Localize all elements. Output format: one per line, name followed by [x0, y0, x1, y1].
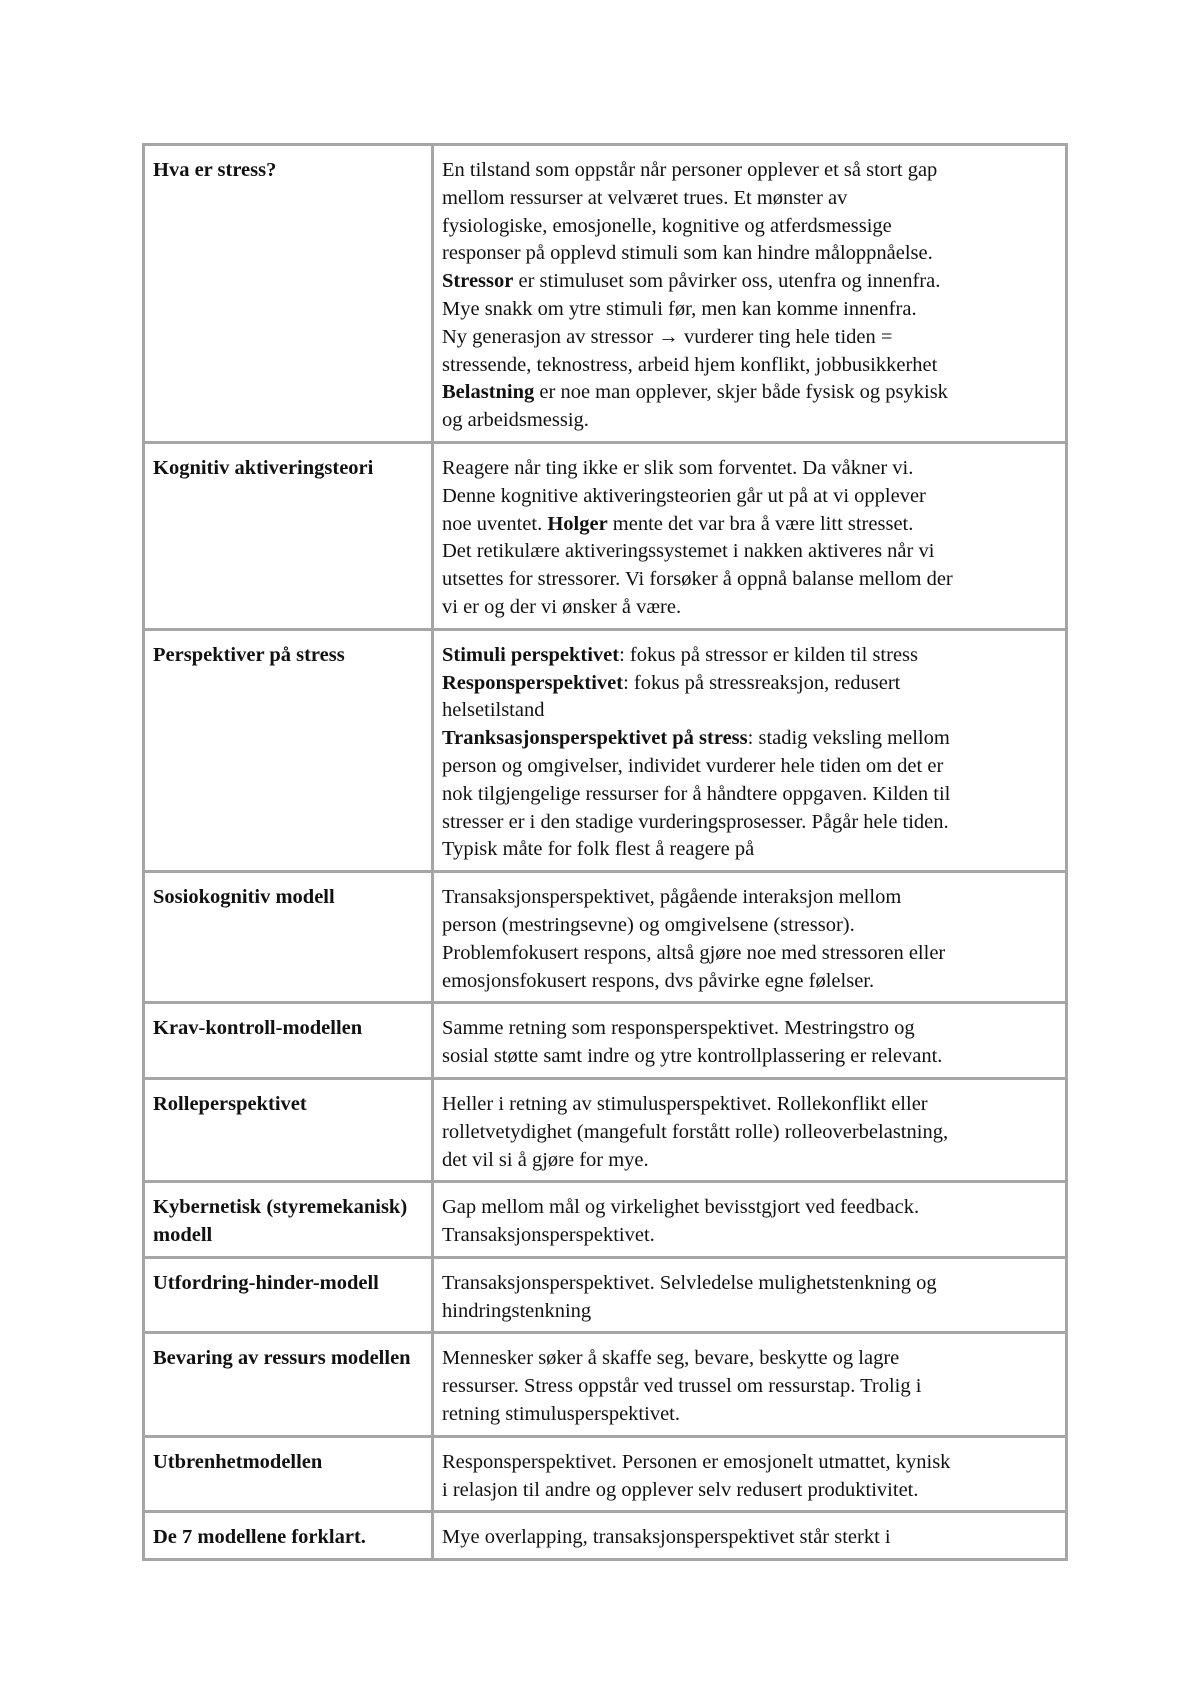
text-segment: sosial støtte samt indre og ytre kontrollplassering er relevant.: [442, 1045, 943, 1068]
definition-line: [442, 483, 1056, 511]
definition-line: [442, 1449, 1056, 1477]
text-segment: fysiologiske, emosjonelle, kognitive og atferdsmessige: [442, 214, 892, 237]
definition-line: [442, 240, 1056, 268]
definition-line: [442, 1222, 1056, 1250]
text-segment: : fokus på stressor er kilden til stress: [619, 643, 919, 666]
term-cell: Perspektiver på stress: [144, 629, 433, 871]
table-row: [144, 1078, 1067, 1181]
text-segment: nok tilgjengelige ressurser for å håndtere oppgaven. Kilden til: [442, 782, 951, 805]
bold-term: Holger: [547, 512, 608, 535]
table-row: [144, 442, 1067, 629]
definition-line: [442, 1043, 1056, 1071]
bold-term: Stressor: [442, 270, 514, 293]
definition-line: [442, 1373, 1056, 1401]
term-cell: Utbrenhetmodellen: [144, 1436, 433, 1512]
definition-line: [442, 1147, 1056, 1175]
definition-line: [442, 809, 1056, 837]
text-segment: mente det var bra å være litt stresset.: [607, 512, 914, 535]
term-cell: Hva er stress?: [144, 145, 433, 443]
definition-line: [442, 1091, 1056, 1119]
term-cell: Kognitiv aktiveringsteori: [144, 442, 433, 629]
definition-line: [442, 566, 1056, 594]
table-row: [144, 1512, 1067, 1560]
term-cell: Bevaring av ressurs modellen: [144, 1333, 433, 1436]
table-row: [144, 872, 1067, 1003]
text-segment: emosjonsfokusert respons, dvs påvirke egne følelser.: [442, 969, 875, 992]
term-cell: Sosiokognitiv modell: [144, 872, 433, 1003]
definition-line: [442, 836, 1056, 864]
text-segment: : fokus på stressreaksjon, redusert: [623, 671, 901, 694]
text-segment: det vil si å gjøre for mye.: [442, 1148, 649, 1171]
definition-line: [442, 407, 1056, 435]
definition-line: [442, 884, 1056, 912]
definition-cell: [433, 1512, 1067, 1560]
definition-line: [442, 968, 1056, 996]
bold-term: Responsperspektivet: [442, 671, 624, 694]
definition-line: [442, 1298, 1056, 1326]
definition-line: [442, 1270, 1056, 1298]
text-segment: noe uventet.: [442, 512, 548, 535]
definition-line: [442, 213, 1056, 241]
text-segment: En tilstand som oppstår når personer opplever et så stort gap: [442, 159, 938, 181]
text-segment: Responsperspektivet. Personen er emosjonelt utmattet, kynisk: [442, 1450, 951, 1473]
definition-line: [442, 1524, 1056, 1552]
table-row: [144, 1182, 1067, 1258]
definition-line: [442, 1015, 1056, 1043]
definition-line: [442, 1119, 1056, 1147]
text-segment: hindringstenkning: [442, 1299, 592, 1322]
table-row: [144, 1257, 1067, 1333]
text-segment: Ny generasjon av stressor → vurderer ting hele tiden =: [442, 325, 893, 348]
text-segment: Problemfokusert respons, altså gjøre noe med stressoren eller: [442, 941, 946, 964]
text-segment: ressurser. Stress oppstår ved trussel om ressurstap. Trolig i: [442, 1375, 922, 1398]
text-segment: person og omgivelser, individet vurderer hele tiden om det er: [442, 754, 944, 777]
definition-line: [442, 940, 1056, 968]
definition-line: [442, 324, 1056, 352]
definition-line: [442, 268, 1056, 296]
table-row: [144, 629, 1067, 871]
table-row: [144, 1333, 1067, 1436]
text-segment: rolletvetydighet (mangefult forstått rolle) rolleoverbelastning,: [442, 1120, 949, 1143]
definition-line: [442, 455, 1056, 483]
text-segment: Gap mellom mål og virkelighet bevisstgjort ved feedback.: [442, 1196, 920, 1219]
text-segment: Samme retning som responsperspektivet. Mestringstro og: [442, 1017, 915, 1040]
definition-line: [442, 670, 1056, 698]
text-segment: stressende, teknostress, arbeid hjem konflikt, jobbusikkerhet: [442, 353, 938, 376]
definition-line: [442, 1401, 1056, 1429]
table-body: [144, 145, 1067, 1560]
term-cell: Rolleperspektivet: [144, 1078, 433, 1181]
definition-line: [442, 912, 1056, 940]
term-cell: Krav-kontroll-modellen: [144, 1003, 433, 1079]
definition-line: [442, 642, 1056, 670]
definition-line: [442, 511, 1056, 539]
text-segment: vi er og der vi ønsker å være.: [442, 595, 682, 618]
text-segment: og arbeidsmessig.: [442, 409, 589, 432]
definition-cell: [433, 1182, 1067, 1258]
text-segment: Mennesker søker å skaffe seg, bevare, beskytte og lagre: [442, 1347, 900, 1370]
definition-line: [442, 157, 1056, 185]
term-cell: De 7 modellene forklart.: [144, 1512, 433, 1560]
term-cell: Utfordring-hinder-modell: [144, 1257, 433, 1333]
text-segment: mellom ressurser at velværet trues. Et mønster av: [442, 186, 848, 209]
definition-cell: [433, 1078, 1067, 1181]
term-cell: Kybernetisk (styremekanisk) modell: [144, 1182, 433, 1258]
definition-cell: [433, 145, 1067, 443]
definition-line: [442, 781, 1056, 809]
table-row: [144, 1003, 1067, 1079]
text-segment: stresser er i den stadige vurderingsprosesser. Pågår hele tiden.: [442, 810, 949, 833]
text-segment: Denne kognitive aktiveringsteorien går ut på at vi opplever: [442, 484, 926, 507]
definition-line: [442, 1345, 1056, 1373]
text-segment: Transaksjonsperspektivet.: [442, 1224, 655, 1247]
text-segment: Transaksjonsperspektivet, pågående interaksjon mellom: [442, 886, 902, 909]
text-segment: Reagere når ting ikke er slik som forventet. Da våkner vi.: [442, 456, 914, 479]
bold-term: Belastning: [442, 381, 535, 404]
definition-cell: [433, 629, 1067, 871]
text-segment: : stadig veksling mellom: [747, 727, 950, 750]
text-segment: person (mestringsevne) og omgivelsene (stressor).: [442, 913, 855, 936]
text-segment: i relasjon til andre og opplever selv redusert produktivitet.: [442, 1478, 919, 1501]
text-segment: helsetilstand: [442, 699, 545, 722]
text-segment: Det retikulære aktiveringssystemet i nakken aktiveres når vi: [442, 540, 935, 563]
text-segment: retning stimulusperspektivet.: [442, 1403, 680, 1426]
definition-cell: [433, 1333, 1067, 1436]
text-segment: Transaksjonsperspektivet. Selvledelse mulighetstenkning og: [442, 1271, 937, 1294]
definition-line: [442, 697, 1056, 725]
text-segment: Mye snakk om ytre stimuli før, men kan komme innenfra.: [442, 297, 917, 320]
definition-line: [442, 296, 1056, 324]
text-segment: utsettes for stressorer. Vi forsøker å oppnå balanse mellom der: [442, 568, 953, 591]
definition-line: [442, 1194, 1056, 1222]
definition-line: [442, 185, 1056, 213]
text-segment: Heller i retning av stimulusperspektivet. Rollekonflikt eller: [442, 1092, 928, 1115]
stress-theory-table: [142, 143, 1068, 1561]
table-row: [144, 1436, 1067, 1512]
text-segment: er stimuluset som påvirker oss, utenfra og innenfra.: [513, 270, 941, 293]
definition-line: [442, 379, 1056, 407]
definition-line: [442, 725, 1056, 753]
definition-cell: [433, 1436, 1067, 1512]
definition-line: [442, 594, 1056, 622]
text-segment: er noe man opplever, skjer både fysisk og psykisk: [534, 381, 948, 404]
text-segment: responser på opplevd stimuli som kan hindre måloppnåelse.: [442, 242, 933, 265]
definition-line: [442, 538, 1056, 566]
bold-term: Tranksasjonsperspektivet på stress: [442, 727, 748, 750]
definition-line: [442, 753, 1056, 781]
table-row: [144, 145, 1067, 443]
bold-term: Stimuli perspektivet: [442, 643, 620, 666]
text-segment: Mye overlapping, transaksjonsperspektivet står sterkt i: [442, 1526, 891, 1549]
definition-cell: [433, 872, 1067, 1003]
definition-cell: [433, 1257, 1067, 1333]
text-segment: Typisk måte for folk flest å reagere på: [442, 838, 755, 861]
definition-line: [442, 352, 1056, 380]
definition-cell: [433, 1003, 1067, 1079]
definition-line: [442, 1477, 1056, 1505]
definition-cell: [433, 442, 1067, 629]
